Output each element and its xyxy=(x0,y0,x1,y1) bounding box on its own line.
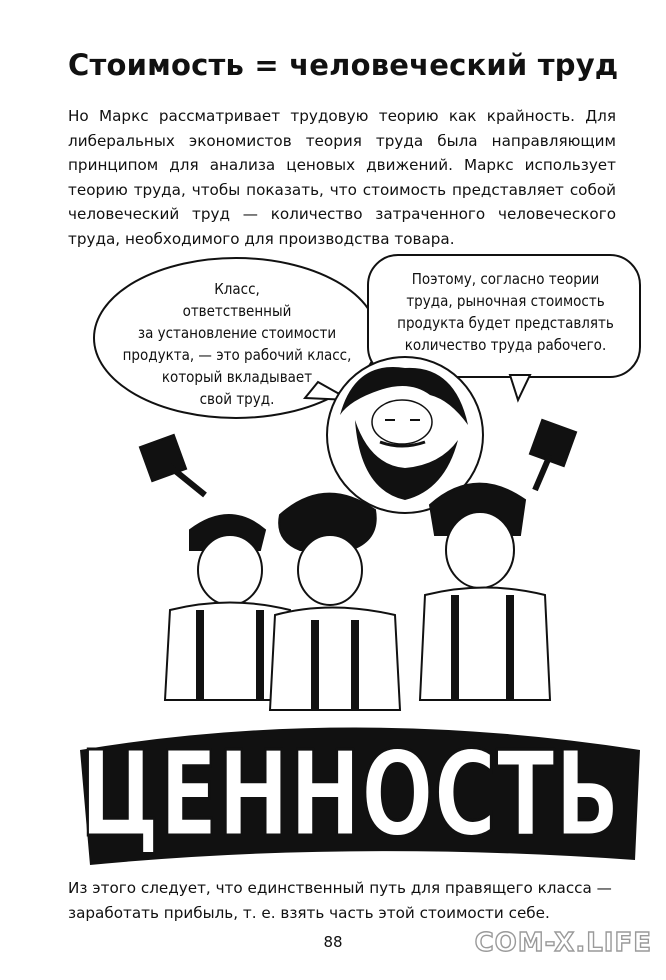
bubble-left-text xyxy=(112,278,362,410)
intro-paragraph: Но Маркс рассматривает трудовую теорию как крайность. Для либеральных экономистов теория труда была направляющим принципом для анализа ценовых движений. Маркс использует теорию труда, чтобы показать, что стоимость представляет собой человеческий труд — количество затраченного человеческого труда, необходимого для производства товара. xyxy=(68,107,616,248)
bubble-line: Класс, xyxy=(214,280,260,298)
bubble-line: продукта будет представлять xyxy=(397,314,614,332)
bubble-line: труда, рыночная стоимость xyxy=(406,292,605,310)
bubble-right-text xyxy=(378,268,633,356)
watermark: COM-X.LIFE xyxy=(474,928,652,958)
outro-paragraph: Из этого следует, что единственный путь для правящего класса — заработать прибыль, т. е. взять часть этой стоимости себе. xyxy=(68,879,612,922)
bubble-line: продукта, — это рабочий класс, xyxy=(122,346,352,364)
bubble-line: ответственный xyxy=(182,302,292,320)
svg-text:ЦЕННОСТЬ: ЦЕННОСТЬ xyxy=(80,725,620,863)
page-number: 88 xyxy=(323,933,343,951)
bubble-line: который вкладывает xyxy=(161,368,313,386)
bubble-line: количество труда рабочего. xyxy=(404,336,607,354)
bubble-line: свой труд. xyxy=(199,390,275,408)
bubble-line: за установление стоимости xyxy=(137,324,337,342)
big-word-value xyxy=(80,725,640,865)
bubble-line: Поэтому, согласно теории xyxy=(411,270,600,288)
page-title: Стоимость = человеческий труд xyxy=(68,48,619,82)
